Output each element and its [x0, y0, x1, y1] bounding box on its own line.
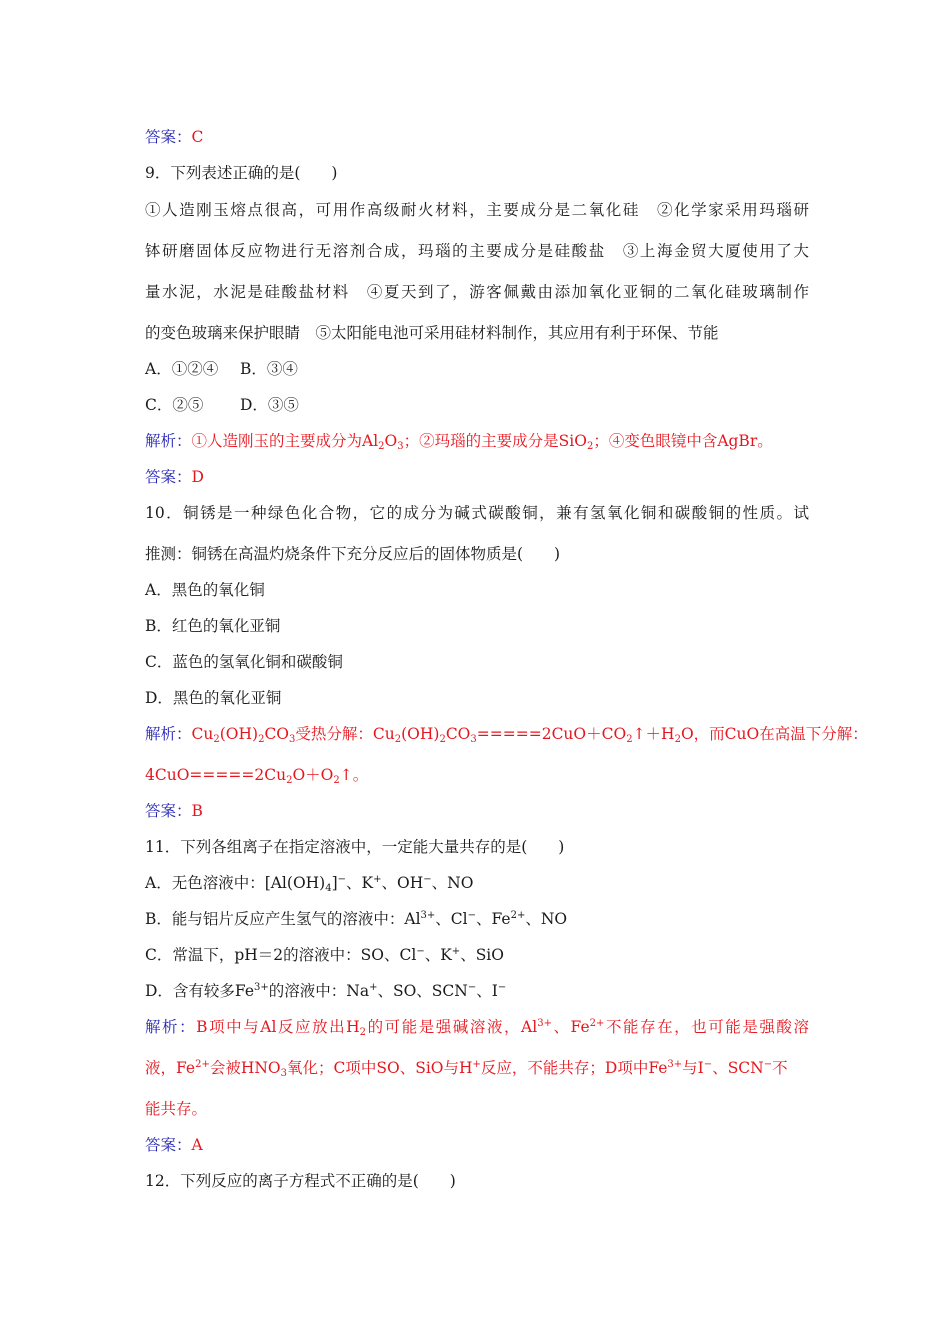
q9-options-row [145, 395, 299, 415]
answer-value: A [191, 1136, 203, 1154]
analysis-label: 解析： [145, 725, 192, 743]
answer-label: 答案： [145, 1136, 192, 1154]
q11-option-d: D．含有较多$Fe^{3+}$的溶液中：Na+、SO、SCN−、I− [145, 982, 507, 1000]
q11-option-a: A．无色溶液中：$[Al(OH)_4]^-$、K+、OH−、NO [145, 874, 474, 894]
q9-options-row [145, 359, 298, 379]
answer-value: B [191, 802, 203, 820]
q10-stem: 10．铜锈是一种绿色化合物，它的成分为碱式碳酸铜，兼有氢氧化铜和碳酸铜的性质。试 [145, 504, 809, 522]
q12-stem: 12．下列反应的离子方程式不正确的是( ) [145, 1172, 456, 1190]
analysis-label: 解析： [145, 432, 192, 450]
q10-answer [145, 801, 203, 821]
q10-stem-cont: 推测：铜锈在高温灼烧条件下充分反应后的固体物质是( ) [145, 545, 561, 563]
answer-value: C [191, 128, 204, 146]
q11-option-b: B．能与铝片反应产生氢气的溶液中：$Al^{3+}$、Cl−、$Fe^{2+}$、NO [145, 910, 568, 928]
q11-stem: 11．下列各组离子在指定溶液中，一定能大量共存的是( ) [145, 838, 565, 856]
analysis-label: 解析： [145, 1018, 197, 1036]
q11-answer [145, 1135, 203, 1155]
q10-option-d: D．黑色的氧化亚铜 [145, 689, 282, 707]
q11-analysis-cont: 液，$Fe^{2+}$会被$HNO_3$氧化；C项中SO、SiO与H+反应，不能共存；D项中$Fe^{3+}$与I−、SCN−不 [145, 1059, 788, 1079]
q9-statement-line: 量水泥，水泥是硅酸盐材料 ④夏天到了，游客佩戴由添加氧化亚铜的二氧化硅玻璃制作 [145, 283, 809, 301]
q9-option-d: D．③⑤ [240, 396, 299, 414]
q9-analysis [145, 431, 773, 451]
q11-analysis-cont: 能共存。 [145, 1100, 208, 1118]
q9-statement-line: ①人造刚玉熔点很高，可用作高级耐火材料，主要成分是二氧化硅 ②化学家采用玛瑙研 [145, 201, 809, 219]
answer-label: 答案： [145, 128, 192, 146]
q10-analysis-cont: $4CuO=====2Cu_2O+O_2↑$。 [145, 766, 369, 786]
answer-label: 答案： [145, 468, 192, 486]
answer-label: 答案： [145, 802, 192, 820]
q9-statement-line: 的变色玻璃来保护眼睛 ⑤太阳能电池可采用硅材料制作，其应用有利于环保、节能 [145, 324, 719, 342]
q10-analysis [145, 724, 868, 744]
analysis-text: B项中与Al反应放出$H_2$的可能是强碱溶液，$Al^{3+}$、$Fe^{2+}$不能存在，也可能是强酸溶 [196, 1018, 809, 1038]
q11-analysis [145, 1017, 809, 1037]
q9-answer [145, 467, 204, 487]
q10-option-c: C．蓝色的氢氧化铜和碳酸铜 [145, 653, 343, 671]
q10-option-b: B．红色的氧化亚铜 [145, 617, 281, 635]
analysis-text: $Cu_2(OH)_2CO_3$受热分解：$Cu_2(OH)_2CO_3=====2CuO+CO_2↑+H_2O$，而CuO在高温下分解： [191, 725, 868, 745]
answer-value: D [191, 468, 204, 486]
q9-option-a: A．①②④ [145, 360, 219, 378]
analysis-text: ①人造刚玉的主要成分为$Al_2O_3$；②玛瑙的主要成分是SiO$_2$；④变色眼镜中含AgBr。 [191, 432, 773, 452]
q9-option-b: B．③④ [240, 360, 298, 378]
q10-option-a: A．黑色的氧化铜 [145, 581, 265, 599]
q11-option-c: C．常温下，pH＝2的溶液中：SO、Cl−、K+、SiO [145, 946, 504, 964]
q9-option-c: C．②⑤ [145, 396, 204, 414]
q9-statement-line: 钵研磨固体反应物进行无溶剂合成，玛瑙的主要成分是硅酸盐 ③上海金贸大厦使用了大 [145, 242, 809, 260]
q8-answer [145, 127, 203, 147]
q9-stem: 9．下列表述正确的是( ) [145, 164, 338, 182]
